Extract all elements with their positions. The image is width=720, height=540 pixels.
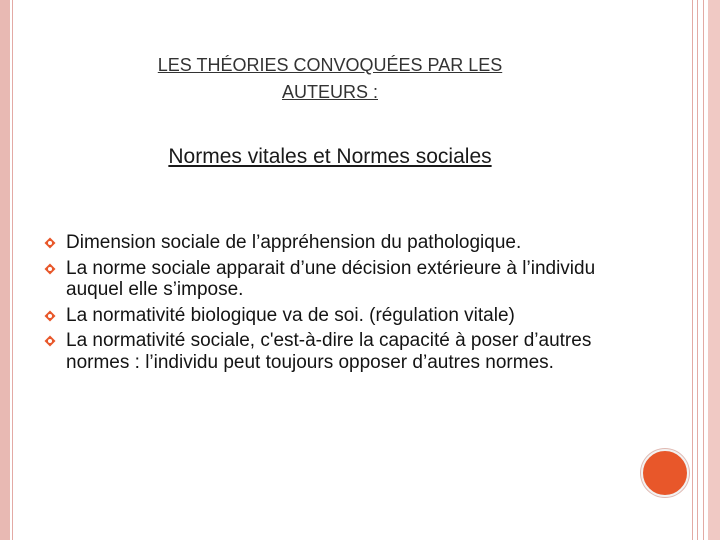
- bullet-item: [44, 258, 634, 301]
- left-border: [0, 0, 10, 540]
- right-divider-line: [697, 0, 698, 540]
- bullet-item: [44, 305, 634, 327]
- bullet-item: [44, 330, 634, 373]
- bullet-item: [44, 232, 634, 254]
- slide-title: [90, 52, 570, 106]
- shield-ornament-icon: [44, 335, 56, 347]
- subtitle-text: Normes vitales et Normes sociales: [168, 145, 492, 168]
- left-divider-line: [12, 0, 13, 540]
- right-divider-line: [692, 0, 693, 540]
- title-line-2: AUTEURS :: [281, 82, 378, 102]
- shield-ornament-icon: [44, 310, 56, 322]
- right-border: [708, 0, 720, 540]
- right-divider-line: [703, 0, 704, 540]
- bullet-text: La normativité sociale, c'est-à-dire la capacité à poser d’autres normes : l’individu peut toujours opposer d’autres normes.: [66, 330, 592, 373]
- bullet-text: Dimension sociale de l’appréhension du pathologique.: [66, 232, 522, 253]
- bullet-text: La norme sociale apparait d’une décision extérieure à l’individu auquel elle s’impose.: [66, 257, 596, 300]
- slide-subtitle: [70, 145, 590, 169]
- bullet-text: La normativité biologique va de soi. (régulation vitale): [66, 304, 515, 326]
- bullet-list: [44, 232, 634, 377]
- title-line-1: LES THÉORIES CONVOQUÉES PAR LES: [157, 55, 503, 75]
- shield-ornament-icon: [44, 237, 56, 249]
- shield-ornament-icon: [44, 263, 56, 275]
- accent-dot: [641, 449, 689, 497]
